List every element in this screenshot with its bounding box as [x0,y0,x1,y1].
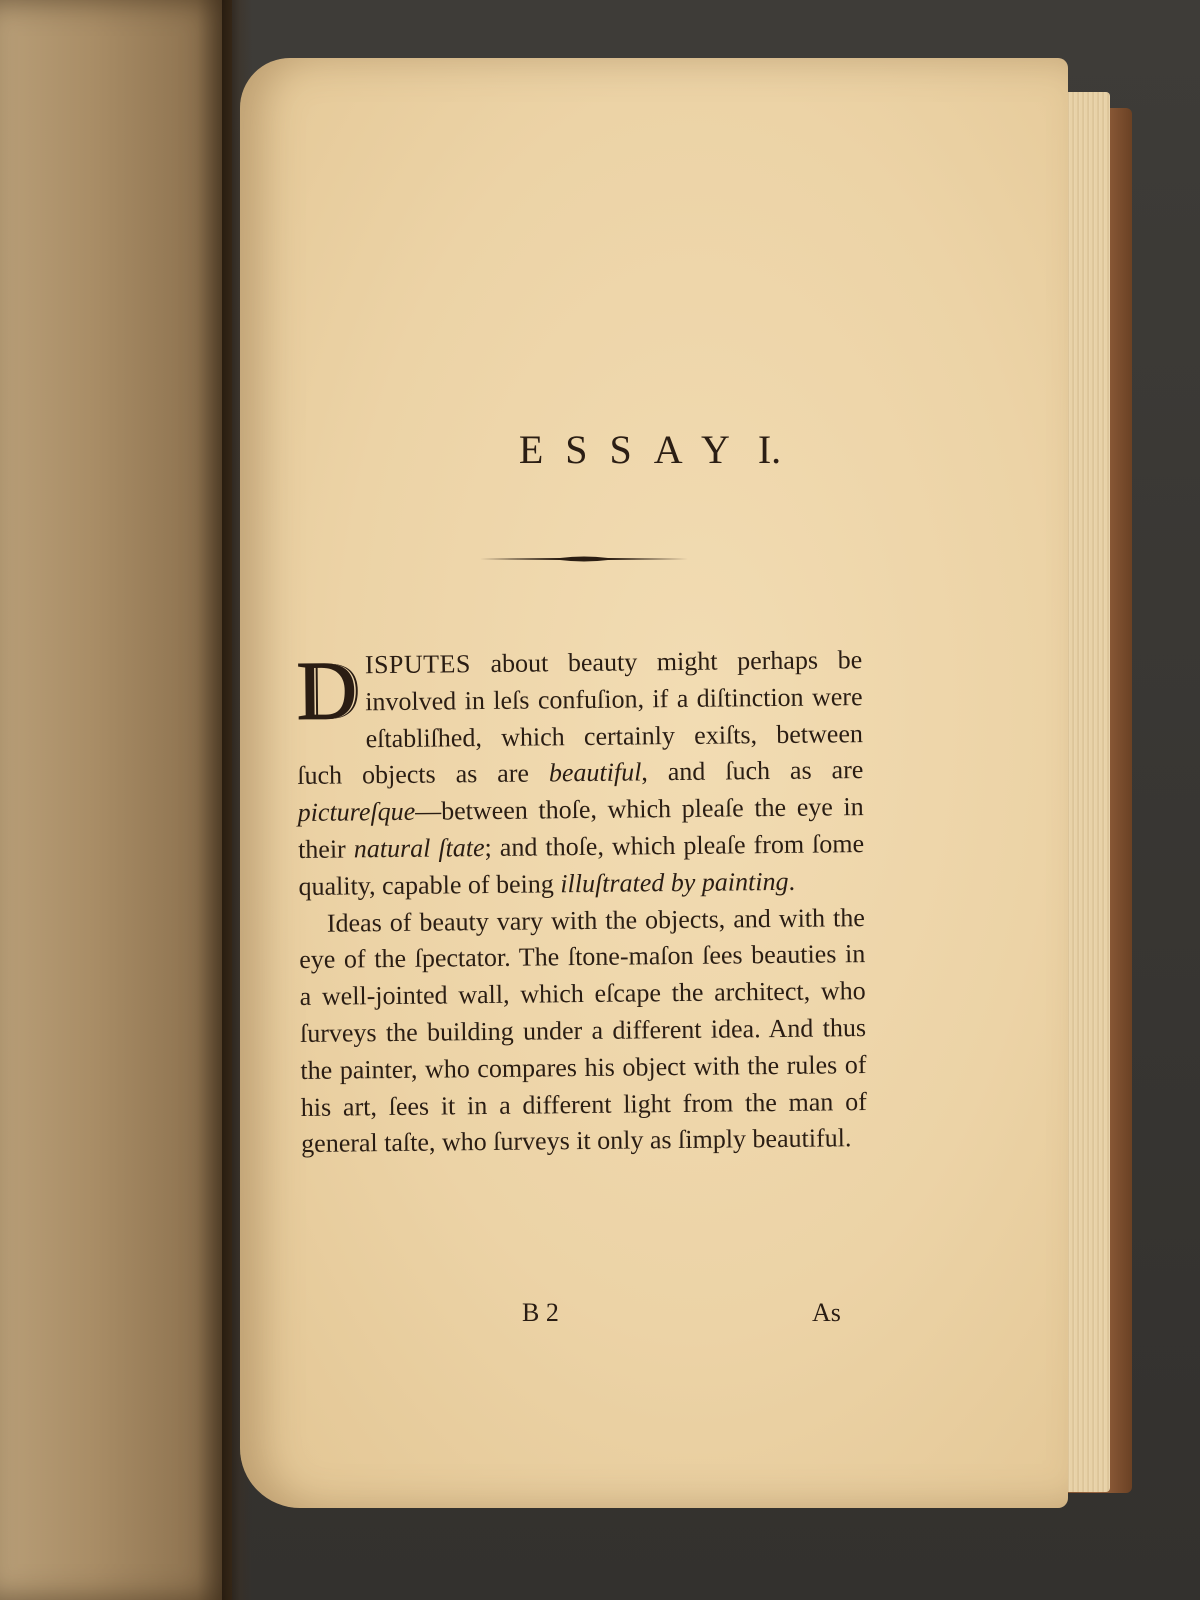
heading-numeral: I. [757,427,782,472]
paragraph-2 [299,900,868,1163]
p1-run-6: natural ſtate [353,833,485,864]
paragraph-1 [296,642,865,905]
p1-run-5: —between thoſe, which pleaſe the eye in their [297,792,864,864]
p1-run-9: . [788,866,796,896]
p1-run-4: pictureſque [297,796,416,828]
p1-run-0: ISPUTES [364,649,472,680]
p1-run-7: ; and thoſe, which pleaſe from ſome quality, capable of being [298,829,865,901]
signature-mark: B 2 [522,1298,559,1327]
drop-cap: D [295,644,358,738]
essay-body [296,642,867,1163]
p1-run-2: beautiful [548,757,642,788]
ornamental-rule [480,553,688,565]
catchword: As [812,1298,841,1327]
p1-run-8: illuſtrated by painting [560,866,789,899]
essay-heading [400,426,900,473]
p2-run-0: Ideas of beauty vary with the objects, and with the eye of the ſpectator. The ſtone-maſon ſees beauties in a well-jointed wall, which eſcape the architect, who ſurveys the building under a different idea. And thus the painter, who compares his object with the rules of his art, ſees it in a different light from the man of general taſte, who ſurveys it only as ſimply beautiful. [299,902,867,1159]
heading-title: ESSAY [518,427,752,472]
p1-run-3: , and ſuch as are [641,755,864,787]
p1-run-1: about beauty might perhaps be involved in leſs confuſion, if a diſtinction were eſtabliſhed, which certainly exiſts, between ſuch objects as are [297,645,864,791]
facing-page-left [0,0,232,1600]
book-page [240,58,1068,1508]
